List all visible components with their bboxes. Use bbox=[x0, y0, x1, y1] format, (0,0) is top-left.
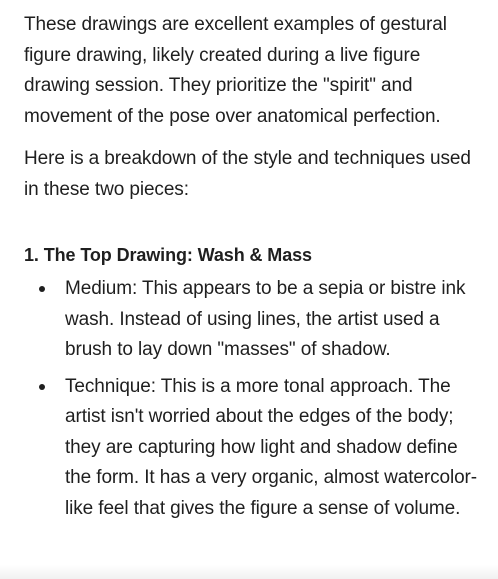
response-content bbox=[24, 10, 486, 524]
top-drawing-bullet-list bbox=[24, 274, 486, 524]
bullet-text-technique: Technique: This is a more tonal approach. The artist isn't worried about the edges of the body; they are capturing how light and shadow define the form. It has a very organic, almost watercolor-like feel that gives the figure a sense of volume. bbox=[65, 375, 478, 519]
breakdown-intro-paragraph: Here is a breakdown of the style and techniques used in these two pieces: bbox=[24, 148, 471, 200]
bullet-dot-icon bbox=[39, 384, 45, 390]
bullet-text-medium: Medium: This appears to be a sepia or bistre ink wash. Instead of using lines, the artist used a brush to lay down "masses" of shadow. bbox=[65, 278, 466, 360]
bottom-fade bbox=[0, 565, 498, 579]
bullet-item-medium bbox=[24, 274, 486, 366]
intro-paragraph: These drawings are excellent examples of gestural figure drawing, likely created during a live figure drawing session. They prioritize the "spirit" and movement of the pose over anatomical perfection. bbox=[24, 14, 447, 127]
bullet-dot-icon bbox=[39, 286, 45, 292]
bullet-item-technique bbox=[24, 372, 486, 525]
section-heading-top-drawing: 1. The Top Drawing: Wash & Mass bbox=[24, 245, 312, 265]
